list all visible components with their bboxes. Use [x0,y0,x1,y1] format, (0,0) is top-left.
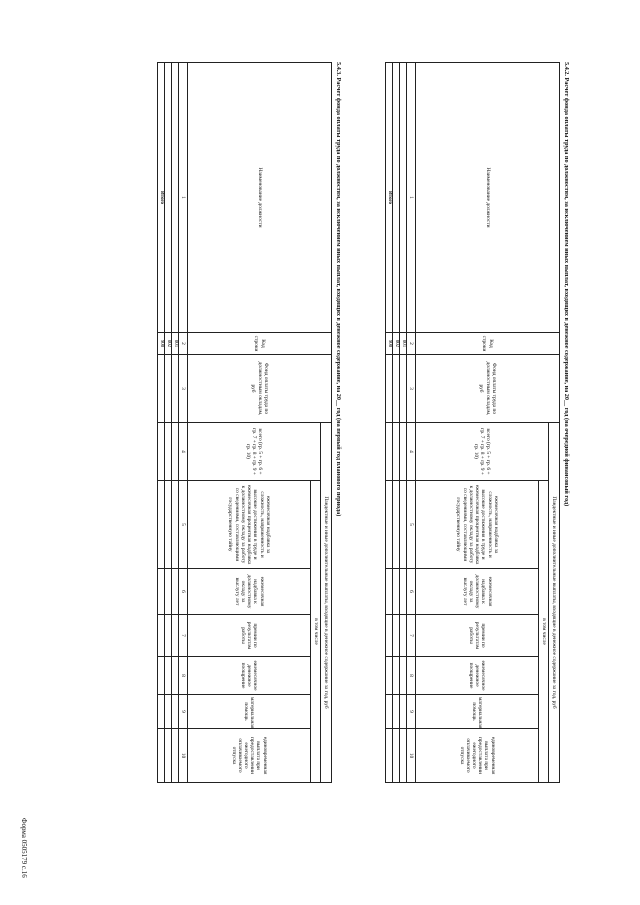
col-number: 5 [179,481,188,569]
header-c6: ежемесячная надбавка к должностному окладу за выслугу лет [416,569,539,615]
block2-title: 5.4.3. Расчет фонда оплаты труда по должностям, за исключением иных выплат, входящих в денежное содержание, на 20__ год (на первый год планового периода) [335,62,342,517]
header-c10: единовременная выплата при предоставлении ежегодного оплачиваемого отпуска [188,729,311,783]
header-c5: ежемесячная надбавка за сложность, напряженность и высокие достижения в труде и ежемесячная процентная надбавка к должностному окладу за работу со сведениями, составляющими государственную тайну [188,481,311,569]
col-number: 6 [407,569,416,615]
block1-table [385,62,560,783]
header-code: Код строки [416,333,560,355]
total-label: Итого [158,63,165,333]
col-number: 1 [407,63,416,333]
col-number: 7 [179,615,188,657]
col-number: 1 [179,63,188,333]
col-number: 2 [407,333,416,355]
header-name: Наименование должности [188,63,332,333]
form-code: Форма 0505179 с.16 [20,818,28,878]
col-number: 8 [179,657,188,695]
header-c5: ежемесячная надбавка за сложность, напряженность и высокие достижения в труде и ежемесячная процентная надбавка к должностному окладу за работу со сведениями, составляющими государственную тайну [416,481,539,569]
col-number: 3 [407,355,416,423]
header-code: Код строки [188,333,332,355]
col-number: 10 [407,729,416,783]
header-c6: ежемесячная надбавка к должностному окладу за выслугу лет [188,569,311,615]
header-group: Пандектные и иные дополнительные выплаты, входящие в денежное содержание за год, руб [321,423,332,783]
col-number: 6 [179,569,188,615]
col-number: 4 [179,423,188,481]
col-number: 4 [407,423,416,481]
col-number: 9 [179,695,188,729]
col-number: 5 [407,481,416,569]
header-total: всего (гр. 5 + гр. 6 + гр. 7 + гр. 8 + гр. 9 + гр. 10) [416,423,549,481]
header-total: всего (гр. 5 + гр. 6 + гр. 7 + гр. 8 + гр. 9 + гр. 10) [188,423,321,481]
header-c9: материальная помощь [416,695,539,729]
header-c7: премии по результатам работы [188,615,311,657]
row-code: 001 [400,333,407,355]
header-c8: ежемесячное денежное поощрение [188,657,311,695]
header-group: Пандектные и иные дополнительные выплаты, входящие в денежное содержание за год, руб [549,423,560,783]
header-c9: материальная помощь [188,695,311,729]
header-c8: ежемесячное денежное поощрение [416,657,539,695]
table-row [165,63,172,783]
total-row [386,63,393,783]
table-row [172,63,179,783]
header-c7: премии по результатам работы [416,615,539,657]
header-salary-fund: Фонд оплаты труда по должностным окладам, руб [188,355,332,423]
header-name: Наименование должности [416,63,560,333]
header-c10: единовременная выплата при предоставлении ежегодного оплачиваемого отпуска [416,729,539,783]
total-label: Итого [386,63,393,333]
col-number: 10 [179,729,188,783]
row-code: 900 [158,333,165,355]
row-code: 001 [172,333,179,355]
col-number: 8 [407,657,416,695]
block2-table [157,62,332,783]
col-number: 9 [407,695,416,729]
header-incl: в том числе [311,481,321,783]
table-row [393,63,400,783]
row-code: 002 [165,333,172,355]
col-number: 7 [407,615,416,657]
row-code: 002 [393,333,400,355]
col-number: 2 [179,333,188,355]
row-code: 900 [386,333,393,355]
block1-title: 5.4.2. Расчет фонда оплаты труда по должностям, за исключением иных выплат, входящих в денежное содержание, на 20__ год (на очередной финансовый год) [563,62,570,507]
table-row [400,63,407,783]
header-salary-fund: Фонд оплаты труда по должностным окладам, руб [416,355,560,423]
col-number: 3 [179,355,188,423]
total-row [158,63,165,783]
header-incl: в том числе [539,481,549,783]
